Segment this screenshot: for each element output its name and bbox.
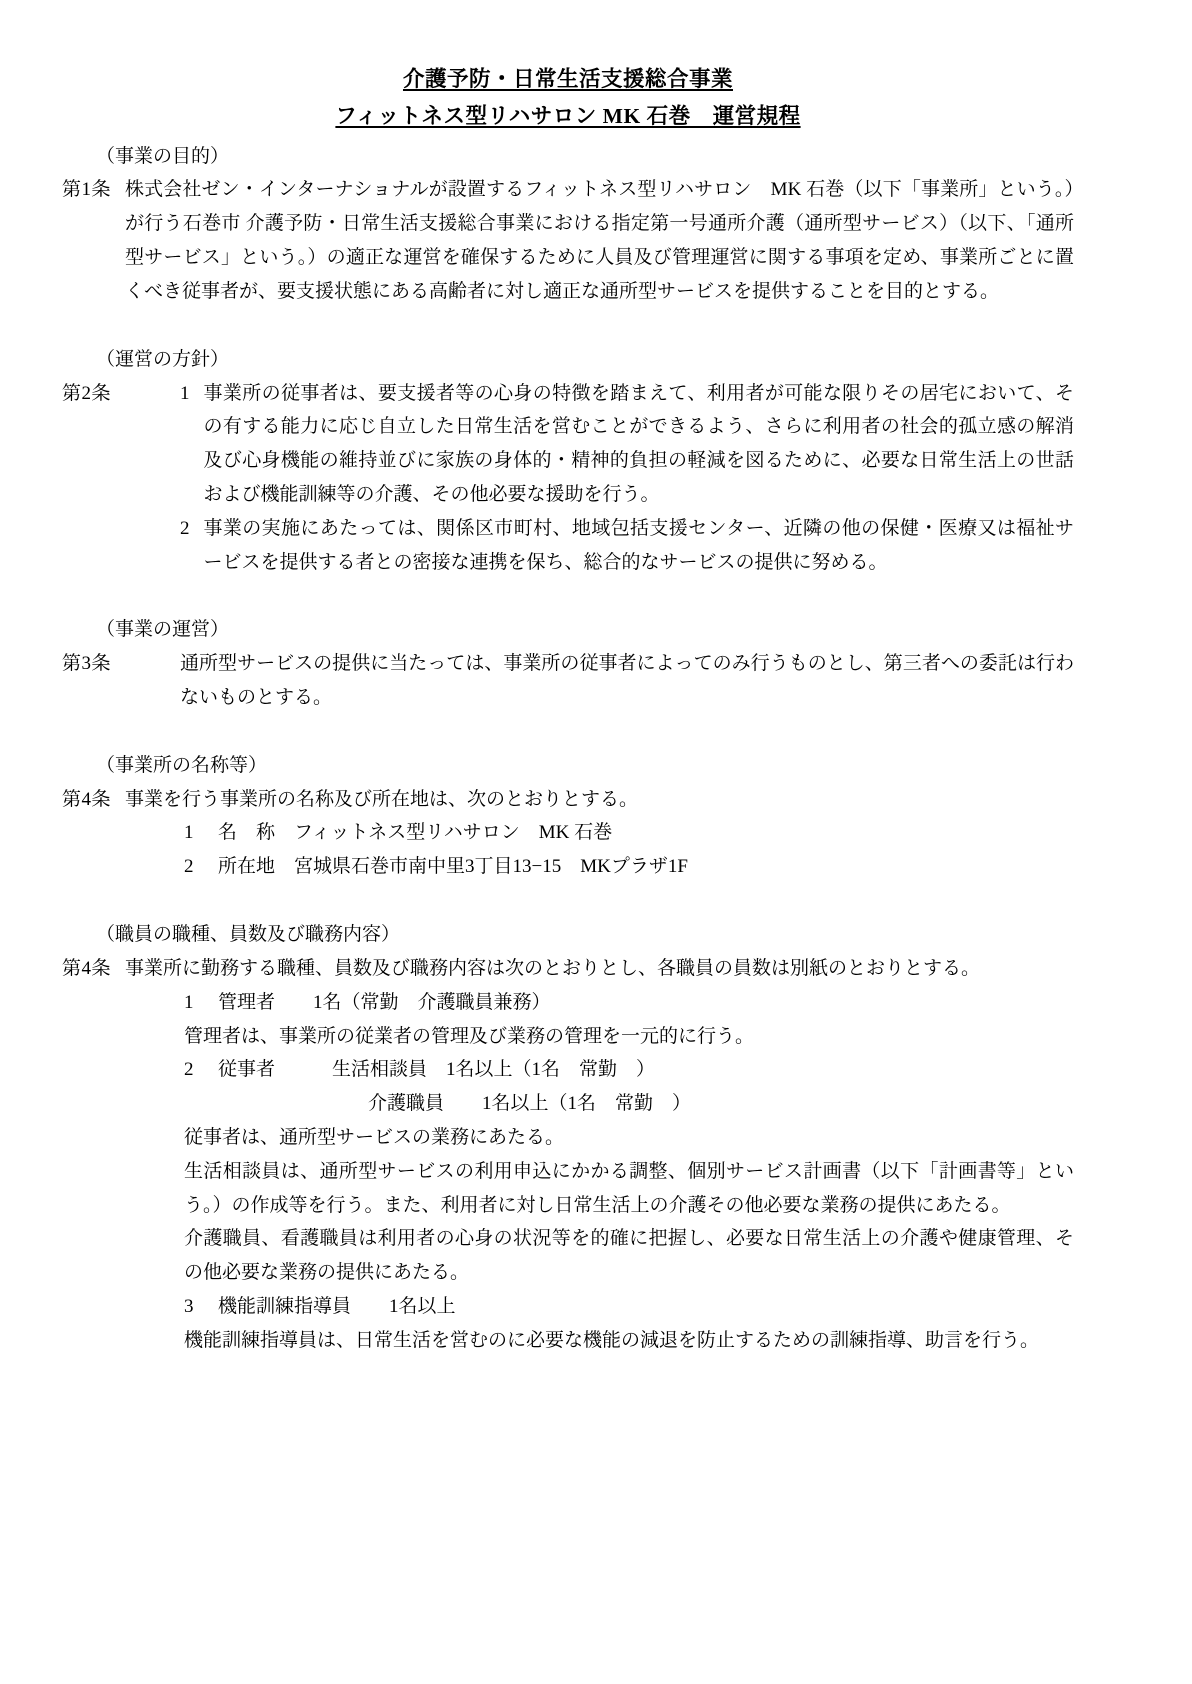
- spacer: [62, 715, 1074, 749]
- article-4-staff-label: 第4条: [62, 957, 112, 979]
- document-title-line-2-text: フィットネス型リハサロン MK 石巻 運営規程: [335, 103, 801, 128]
- article-1: [62, 140, 1074, 309]
- article-2-item-2-body: 事業の実施にあたっては、関係区市町村、地域包括支援センター、近隣の他の保健・医療又は福祉サービスを提供する者との密接な連携を保ち、総合的なサービスの提供に努める。: [203, 517, 1074, 573]
- article-3-heading: （事業の運営）: [96, 619, 230, 641]
- staff-item-2-subtitle: 介護職員 1名以上（1名 常勤 ）: [368, 1093, 692, 1115]
- staff-item-3-row: [62, 1290, 1074, 1324]
- article-4-staff-body: 事業所に勤務する職種、員数及び職務内容は次のとおりとし、各職員の員数は別紙のとおりとする。: [125, 957, 981, 979]
- document-title-line-1-text: 介護予防・日常生活支援総合事業: [402, 67, 733, 91]
- article-1-row: [62, 173, 1074, 308]
- document-title-block: [62, 62, 1074, 134]
- article-3: [62, 613, 1074, 714]
- facility-name-number: 1: [184, 822, 194, 844]
- article-3-label: 第3条: [62, 653, 112, 675]
- staff-item-2-description-1: 従事者は、通所型サービスの業務にあたる。: [184, 1126, 565, 1148]
- staff-item-2-title: 従事者 生活相談員 1名以上（1名 常勤 ）: [218, 1059, 656, 1081]
- document-title-line-2: [62, 99, 1074, 134]
- article-2-item-1-row: [62, 377, 1074, 512]
- staff-item-1-description: 管理者は、事業所の従業者の管理及び業務の管理を一元的に行う。: [184, 1025, 755, 1047]
- article-2: [62, 343, 1074, 580]
- staff-item-1-row: [62, 986, 1074, 1020]
- article-2-item-1-number: 1: [180, 382, 190, 404]
- spacer: [62, 884, 1074, 918]
- article-4-name-row: [62, 783, 1074, 817]
- article-4-name-label: 第4条: [62, 788, 112, 810]
- staff-item-3-number: 3: [184, 1296, 194, 1318]
- facility-address-number: 2: [184, 856, 194, 878]
- article-1-label: 第1条: [62, 179, 112, 201]
- article-1-body: 株式会社ゼン・インターナショナルが設置するフィットネス型リハサロン MK 石巻（以下「事業所」という。）が行う石巻市 介護予防・日常生活支援総合事業における指定第一号通所介護（通所型サービス）（以下、「通所型サービス」という。）の適正な運営を確保するために人員及び管理運営に関する事項を定め、事業所ごとに置くべき従事者が、要支援状態にある高齢者に対し適正な通所型サービスを提供することを目的とする。: [125, 179, 1074, 302]
- article-3-body: 通所型サービスの提供に当たっては、事業所の従事者によってのみ行うものとし、第三者への委託は行わないものとする。: [180, 653, 1074, 709]
- facility-address-row: [62, 850, 1074, 884]
- spacer: [62, 579, 1074, 613]
- staff-item-1-number: 1: [184, 991, 194, 1013]
- article-2-spacer-label: [62, 512, 180, 546]
- facility-address-value: 所在地 宮城県石巻市南中里3丁目13−15 MKプラザ1F: [218, 856, 688, 878]
- spacer: [62, 309, 1074, 343]
- staff-item-2-description-2: 生活相談員は、通所型サービスの利用申込にかかる調整、個別サービス計画書（以下「計画書等」という。）の作成等を行う。また、利用者に対し日常生活上の介護その他必要な業務の提供にあたる。: [184, 1160, 1074, 1216]
- article-4-staff-heading: （職員の職種、員数及び職務内容）: [96, 924, 401, 946]
- document-title-line-1: [62, 62, 1074, 97]
- staff-item-3-title: 機能訓練指導員 1名以上: [218, 1296, 456, 1318]
- article-4-name-body: 事業を行う事業所の名称及び所在地は、次のとおりとする。: [125, 788, 639, 810]
- article-2-heading: （運営の方針）: [96, 348, 230, 370]
- staff-item-3-description: 機能訓練指導員は、日常生活を営むのに必要な機能の減退を防止するための訓練指導、助言を行う。: [184, 1329, 1040, 1351]
- article-2-item-2-number: 2: [180, 517, 190, 539]
- facility-name-row: [62, 816, 1074, 850]
- facility-name-value: 名 称 フィットネス型リハサロン MK 石巻: [218, 822, 613, 844]
- article-4-staff-row: [62, 952, 1074, 986]
- article-4-name: [62, 749, 1074, 884]
- staff-item-2-number: 2: [184, 1059, 194, 1081]
- article-2-item-2-row: [62, 512, 1074, 580]
- staff-item-2-row: [62, 1053, 1074, 1087]
- staff-item-1-title: 管理者 1名（常勤 介護職員兼務）: [218, 991, 551, 1013]
- article-4-name-heading: （事業所の名称等）: [96, 754, 268, 776]
- article-2-item-1-body: 事業所の従事者は、要支援者等の心身の特徴を踏まえて、利用者が可能な限りその居宅において、その有する能力に応じ自立した日常生活を営むことができるよう、さらに利用者の社会的孤立感の解消及び心身機能の維持並びに家族の身体的・精神的負担の軽減を図るために、必要な日常生活上の世話および機能訓練等の介護、その他必要な援助を行う。: [203, 382, 1074, 505]
- staff-item-2-description-3: 介護職員、看護職員は利用者の心身の状況等を的確に把握し、必要な日常生活上の介護や健康管理、その他必要な業務の提供にあたる。: [184, 1228, 1074, 1284]
- article-3-row: [62, 647, 1074, 715]
- article-4-staff: [62, 918, 1074, 1358]
- article-2-label: 第2条: [62, 382, 112, 404]
- article-1-heading: （事業の目的）: [96, 145, 230, 167]
